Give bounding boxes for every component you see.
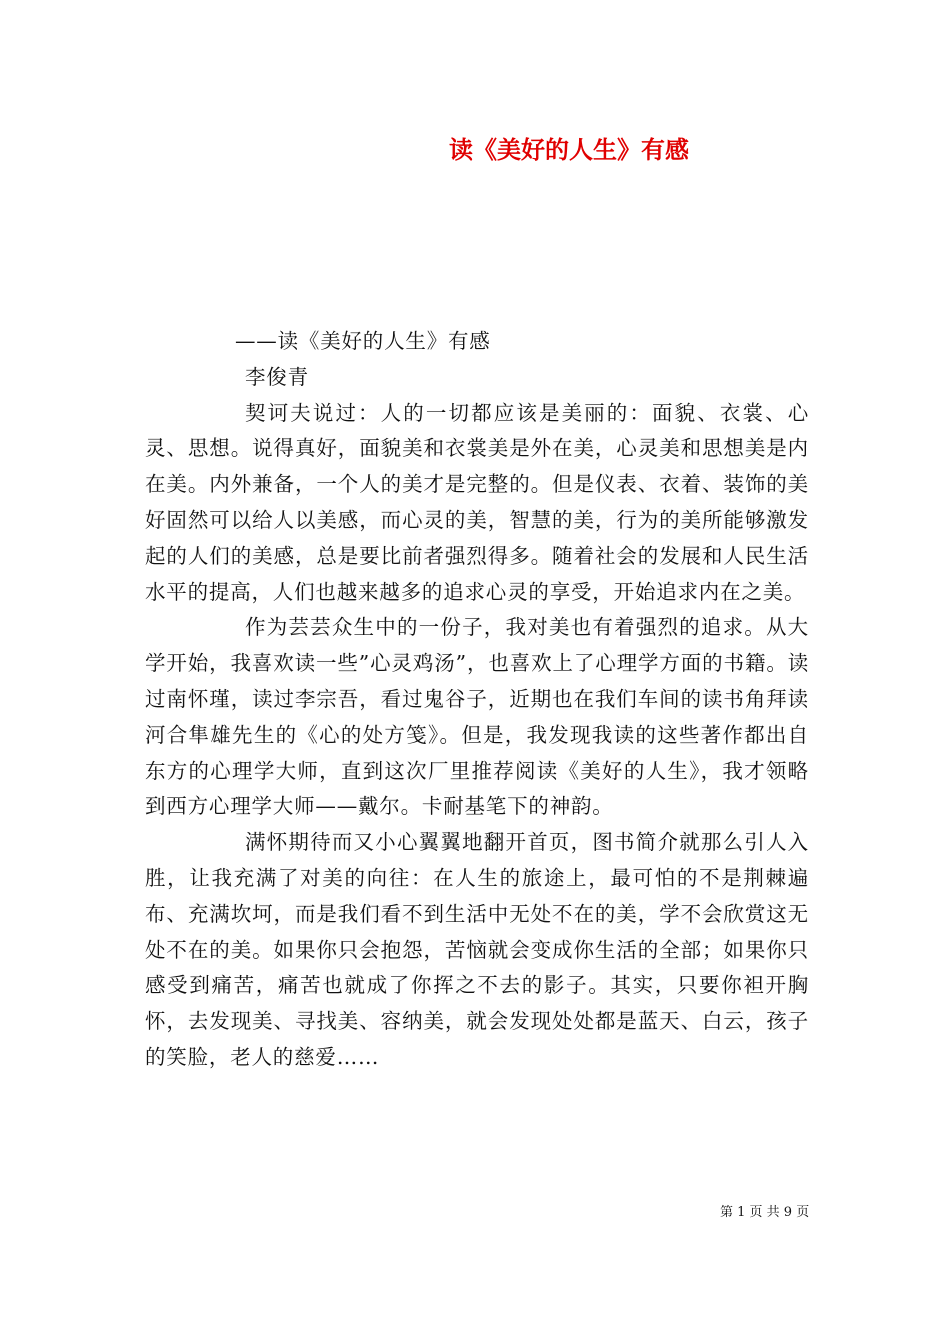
- document-subtitle: ——读《美好的人生》有感: [235, 329, 491, 353]
- paragraph-3: 满怀期待而又小心翼翼地翻开首页，图书简介就那么引人入胜，让我充满了对美的向往：在人生的旅途上，最可怕的不是荆棘遍布、充满坎坷，而是我们看不到生活中无处不在的美，学不会欣赏这无处不在的美。如果你只会抱怨，苦恼就会变成你生活的全部；如果你只感受到痛苦，痛苦也就成了你挥之不去的影子。其实，只要你袒开胸怀，去发现美、寻找美、容纳美，就会发现处处都是蓝天、白云，孩子的笑脸，老人的慈爱……: [145, 830, 809, 1069]
- paragraph-2: 作为芸芸众生中的一份子，我对美也有着强烈的追求。从大学开始，我喜欢读一些”心灵鸡汤”，也喜欢上了心理学方面的书籍。读过南怀瑾，读过李宗吾，看过鬼谷子，近期也在我们车间的读书角拜读河合隼雄先生的《心的处方笺》。但是，我发现我读的这些著作都出自东方的心理学大师，直到这次厂里推荐阅读《美好的人生》，我才领略到西方心理学大师——戴尔。卡耐基笔下的神韵。: [145, 615, 809, 819]
- author-name: 李俊青: [245, 364, 309, 389]
- page-number: 第 1 页 共 9 页: [720, 1205, 810, 1220]
- document-body: [145, 324, 809, 1076]
- document-title: 读《美好的人生》有感: [449, 135, 689, 164]
- paragraph-1: 契诃夫说过：人的一切都应该是美丽的：面貌、衣裳、心灵、思想。说得真好，面貌美和衣裳美是外在美，心灵美和思想美是内在美。内外兼备，一个人的美才是完整的。但是仪表、衣着、装饰的美好固然可以给人以美感，而心灵的美，智慧的美，行为的美所能够激发起的人们的美感，总是要比前者强烈得多。随着社会的发展和人民生活水平的提高，人们也越来越多的追求心灵的享受，开始追求内在之美。: [145, 400, 809, 604]
